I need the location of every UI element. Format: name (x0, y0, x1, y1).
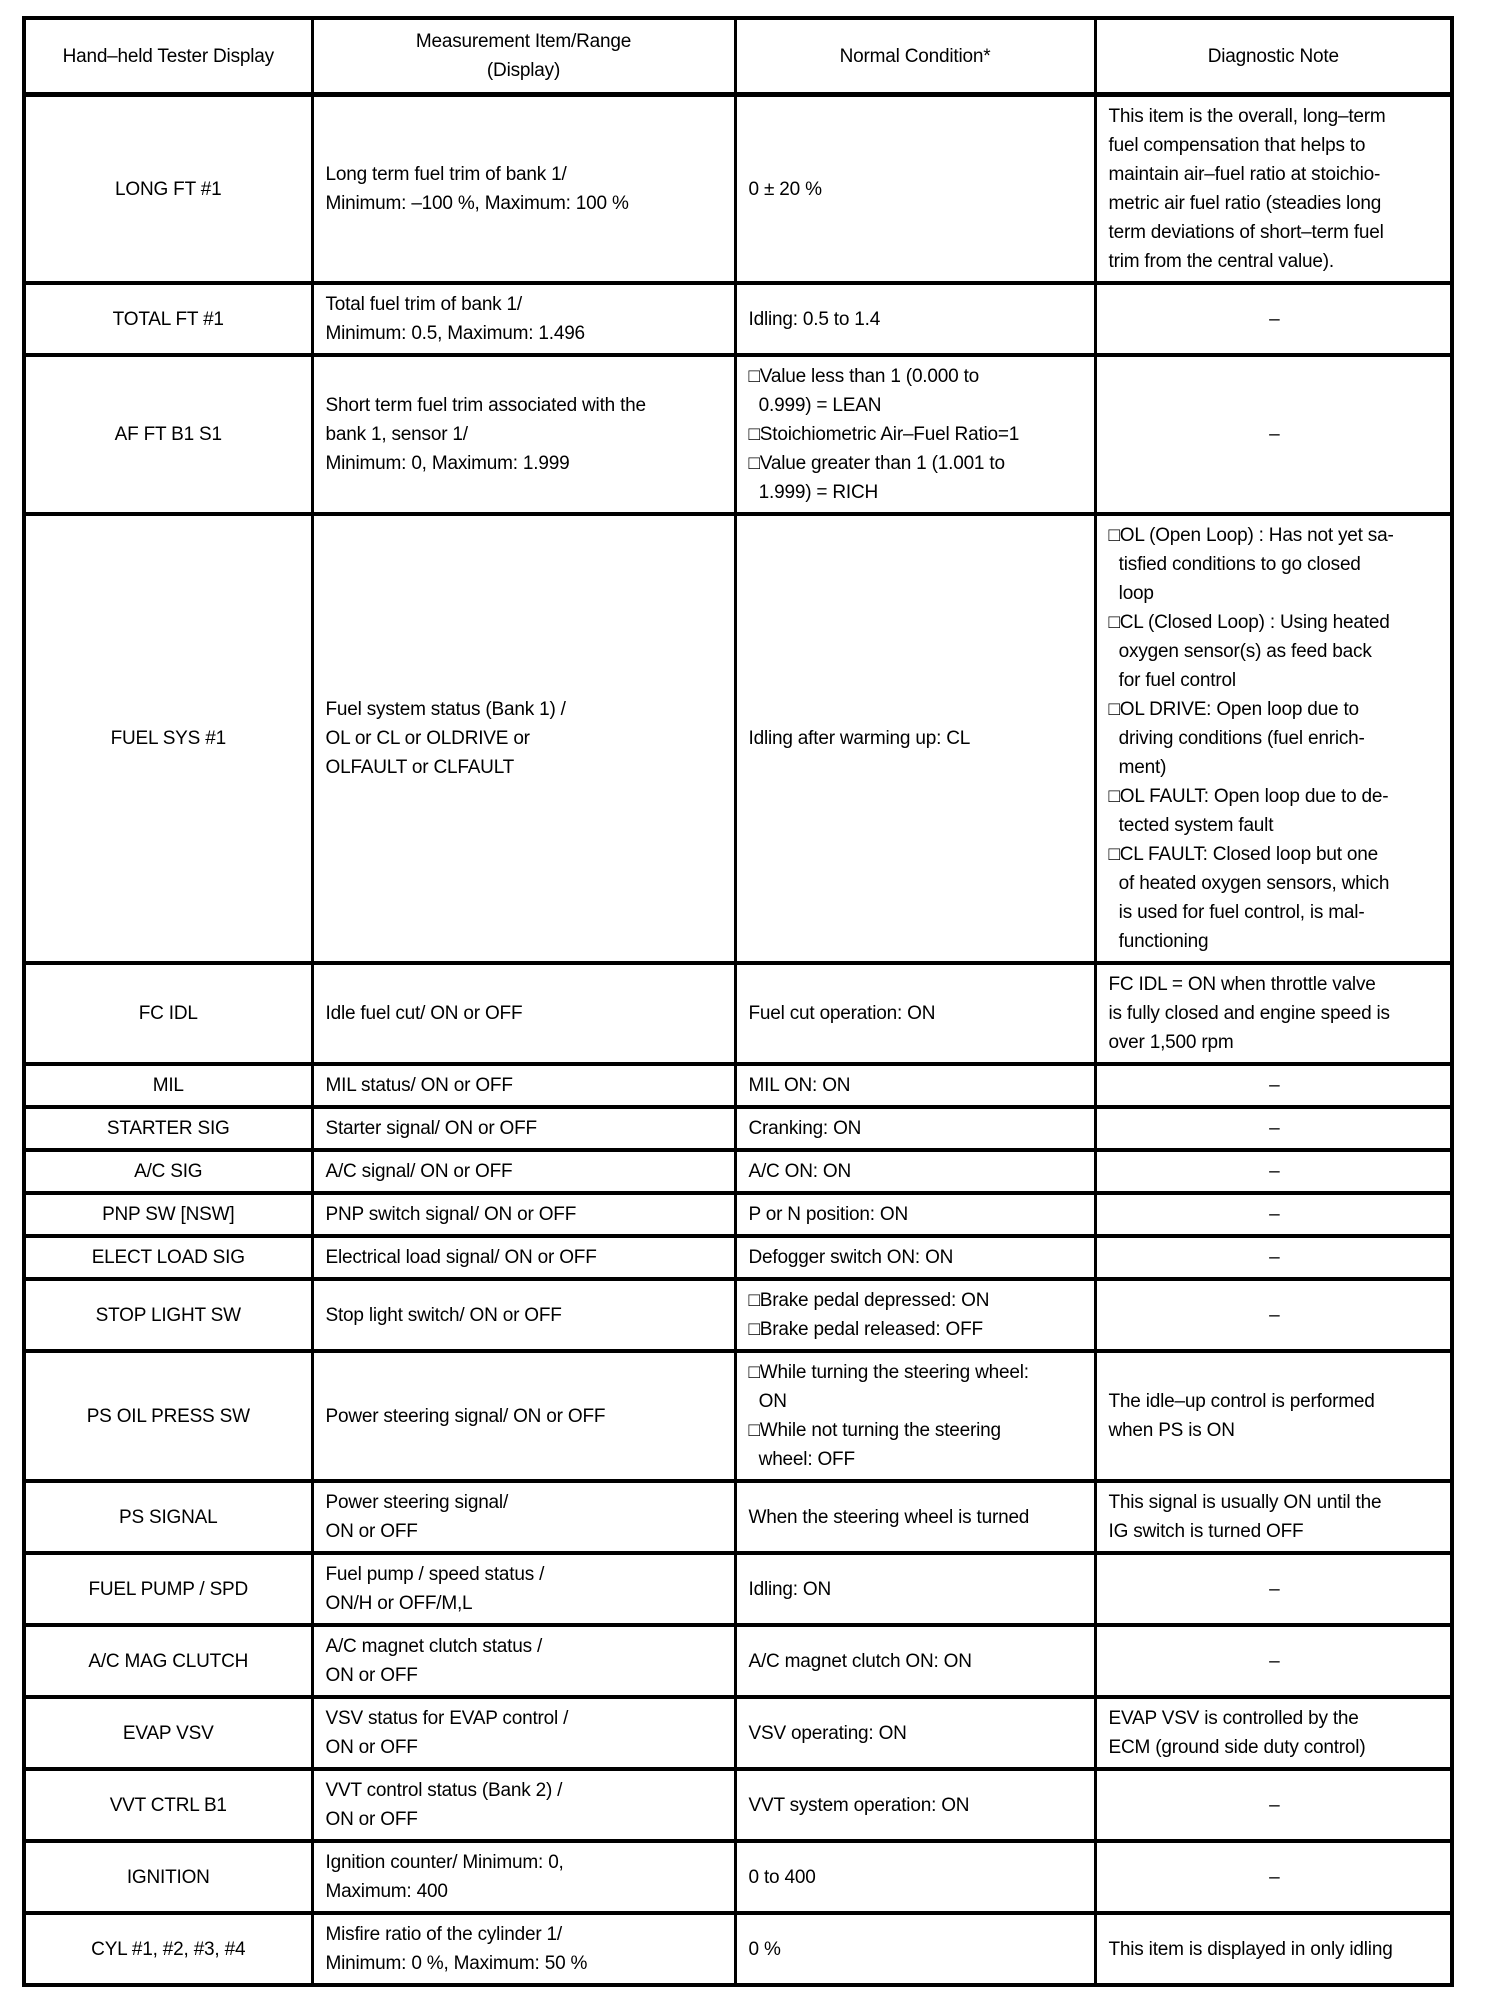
tester-display-cell: LONG FT #1 (24, 95, 312, 284)
table-row (24, 1769, 1452, 1841)
tester-display-cell: FUEL SYS #1 (24, 514, 312, 963)
tester-display-cell: AF FT B1 S1 (24, 355, 312, 514)
measurement-cell: PNP switch signal/ ON or OFF (312, 1193, 735, 1236)
measurement-cell: VVT control status (Bank 2) / ON or OFF (312, 1769, 735, 1841)
normal-condition-cell: Defogger switch ON: ON (735, 1236, 1095, 1279)
table-row (24, 1107, 1452, 1150)
tester-display-cell: A/C SIG (24, 1150, 312, 1193)
measurement-cell: Misfire ratio of the cylinder 1/ Minimum: 0 %, Maximum: 50 % (312, 1913, 735, 1985)
table-row (24, 1697, 1452, 1769)
measurement-cell: Stop light switch/ ON or OFF (312, 1279, 735, 1351)
normal-condition-cell: A/C ON: ON (735, 1150, 1095, 1193)
normal-condition-cell: VVT system operation: ON (735, 1769, 1095, 1841)
table-row (24, 1236, 1452, 1279)
measurement-cell: Idle fuel cut/ ON or OFF (312, 963, 735, 1064)
tester-display-cell: CYL #1, #2, #3, #4 (24, 1913, 312, 1985)
measurement-cell: Ignition counter/ Minimum: 0, Maximum: 400 (312, 1841, 735, 1913)
normal-condition-cell: A/C magnet clutch ON: ON (735, 1625, 1095, 1697)
diagnostic-note-cell: – (1095, 1625, 1452, 1697)
header-diagnostic-note: Diagnostic Note (1095, 18, 1452, 95)
tester-display-cell: MIL (24, 1064, 312, 1107)
measurement-cell: Starter signal/ ON or OFF (312, 1107, 735, 1150)
tester-display-cell: VVT CTRL B1 (24, 1769, 312, 1841)
measurement-cell: Fuel system status (Bank 1) / OL or CL or OLDRIVE or OLFAULT or CLFAULT (312, 514, 735, 963)
normal-condition-cell: 0 to 400 (735, 1841, 1095, 1913)
table-row (24, 1481, 1452, 1553)
measurement-cell: Total fuel trim of bank 1/ Minimum: 0.5, Maximum: 1.496 (312, 283, 735, 355)
table-row (24, 95, 1452, 284)
tester-display-cell: ELECT LOAD SIG (24, 1236, 312, 1279)
table-row (24, 283, 1452, 355)
measurement-cell: Electrical load signal/ ON or OFF (312, 1236, 735, 1279)
normal-condition-cell: P or N position: ON (735, 1193, 1095, 1236)
normal-condition-cell: □Brake pedal depressed: ON □Brake pedal released: OFF (735, 1279, 1095, 1351)
table-row (24, 514, 1452, 963)
header-measurement-item-range: Measurement Item/Range (Display) (312, 18, 735, 95)
measurement-cell: MIL status/ ON or OFF (312, 1064, 735, 1107)
diagnostic-note-cell: – (1095, 1107, 1452, 1150)
normal-condition-cell: MIL ON: ON (735, 1064, 1095, 1107)
tester-display-cell: PNP SW [NSW] (24, 1193, 312, 1236)
table-row (24, 1553, 1452, 1625)
table-body (24, 95, 1452, 1986)
header-normal-condition: Normal Condition* (735, 18, 1095, 95)
table-row (24, 1064, 1452, 1107)
normal-condition-cell: VSV operating: ON (735, 1697, 1095, 1769)
diagnostic-note-cell: FC IDL = ON when throttle valve is fully closed and engine speed is over 1,500 rpm (1095, 963, 1452, 1064)
tester-display-cell: TOTAL FT #1 (24, 283, 312, 355)
tester-display-cell: STOP LIGHT SW (24, 1279, 312, 1351)
table-row (24, 1841, 1452, 1913)
diagnostic-note-cell: – (1095, 1236, 1452, 1279)
normal-condition-cell: Idling: ON (735, 1553, 1095, 1625)
table-row (24, 1351, 1452, 1481)
tester-display-cell: PS SIGNAL (24, 1481, 312, 1553)
normal-condition-cell: Fuel cut operation: ON (735, 963, 1095, 1064)
tester-display-cell: FUEL PUMP / SPD (24, 1553, 312, 1625)
tester-display-cell: FC IDL (24, 963, 312, 1064)
tester-display-cell: EVAP VSV (24, 1697, 312, 1769)
table-row (24, 1150, 1452, 1193)
diagnostic-note-cell: – (1095, 1193, 1452, 1236)
table-row (24, 1193, 1452, 1236)
measurement-cell: Power steering signal/ ON or OFF (312, 1481, 735, 1553)
normal-condition-cell: When the steering wheel is turned (735, 1481, 1095, 1553)
tester-display-cell: PS OIL PRESS SW (24, 1351, 312, 1481)
diagnostic-note-cell: □OL (Open Loop) : Has not yet sa- tisfied conditions to go closed loop □CL (Closed Loop) : Using heated oxygen sensor(s) as feed back for fuel control □OL DRIVE: Open loop due to driving conditions (fuel enrich- ment) □OL FAULT: Open loop due to de- tected system fault □CL FAULT: Closed loop but one of heated oxygen sensors, which is used for fuel control, is mal- functioning (1095, 514, 1452, 963)
tester-display-cell: STARTER SIG (24, 1107, 312, 1150)
diagnostic-note-cell: The idle–up control is performed when PS is ON (1095, 1351, 1452, 1481)
table-header-row (24, 18, 1452, 95)
normal-condition-cell: Idling: 0.5 to 1.4 (735, 283, 1095, 355)
measurement-cell: Fuel pump / speed status / ON/H or OFF/M,L (312, 1553, 735, 1625)
diagnostic-note-cell: – (1095, 1279, 1452, 1351)
measurement-cell: Short term fuel trim associated with the bank 1, sensor 1/ Minimum: 0, Maximum: 1.999 (312, 355, 735, 514)
diagnostic-note-cell: EVAP VSV is controlled by the ECM (ground side duty control) (1095, 1697, 1452, 1769)
diagnostic-note-cell: – (1095, 283, 1452, 355)
table-row (24, 355, 1452, 514)
normal-condition-cell: Cranking: ON (735, 1107, 1095, 1150)
measurement-cell: Long term fuel trim of bank 1/ Minimum: –100 %, Maximum: 100 % (312, 95, 735, 284)
diagnostic-note-cell: This item is displayed in only idling (1095, 1913, 1452, 1985)
table-row (24, 1279, 1452, 1351)
diagnostic-data-table (22, 16, 1454, 1987)
diagnostic-note-cell: – (1095, 1064, 1452, 1107)
measurement-cell: Power steering signal/ ON or OFF (312, 1351, 735, 1481)
table-row (24, 963, 1452, 1064)
header-tester-display: Hand–held Tester Display (24, 18, 312, 95)
table-row (24, 1625, 1452, 1697)
diagnostic-note-cell: – (1095, 1553, 1452, 1625)
diagnostic-note-cell: – (1095, 355, 1452, 514)
tester-display-cell: IGNITION (24, 1841, 312, 1913)
normal-condition-cell: □While turning the steering wheel: ON □While not turning the steering wheel: OFF (735, 1351, 1095, 1481)
table-row (24, 1913, 1452, 1985)
measurement-cell: A/C magnet clutch status / ON or OFF (312, 1625, 735, 1697)
diagnostic-note-cell: – (1095, 1769, 1452, 1841)
diagnostic-note-cell: – (1095, 1841, 1452, 1913)
normal-condition-cell: 0 % (735, 1913, 1095, 1985)
diagnostic-note-cell: This item is the overall, long–term fuel compensation that helps to maintain air–fuel ratio at stoichio- metric air fuel ratio (steadies long term deviations of short–term fuel trim from the central value). (1095, 95, 1452, 284)
measurement-cell: A/C signal/ ON or OFF (312, 1150, 735, 1193)
diagnostic-note-cell: This signal is usually ON until the IG switch is turned OFF (1095, 1481, 1452, 1553)
normal-condition-cell: Idling after warming up: CL (735, 514, 1095, 963)
normal-condition-cell: □Value less than 1 (0.000 to 0.999) = LEAN □Stoichiometric Air–Fuel Ratio=1 □Value greater than 1 (1.001 to 1.999) = RICH (735, 355, 1095, 514)
normal-condition-cell: 0 ± 20 % (735, 95, 1095, 284)
tester-display-cell: A/C MAG CLUTCH (24, 1625, 312, 1697)
diagnostic-note-cell: – (1095, 1150, 1452, 1193)
measurement-cell: VSV status for EVAP control / ON or OFF (312, 1697, 735, 1769)
